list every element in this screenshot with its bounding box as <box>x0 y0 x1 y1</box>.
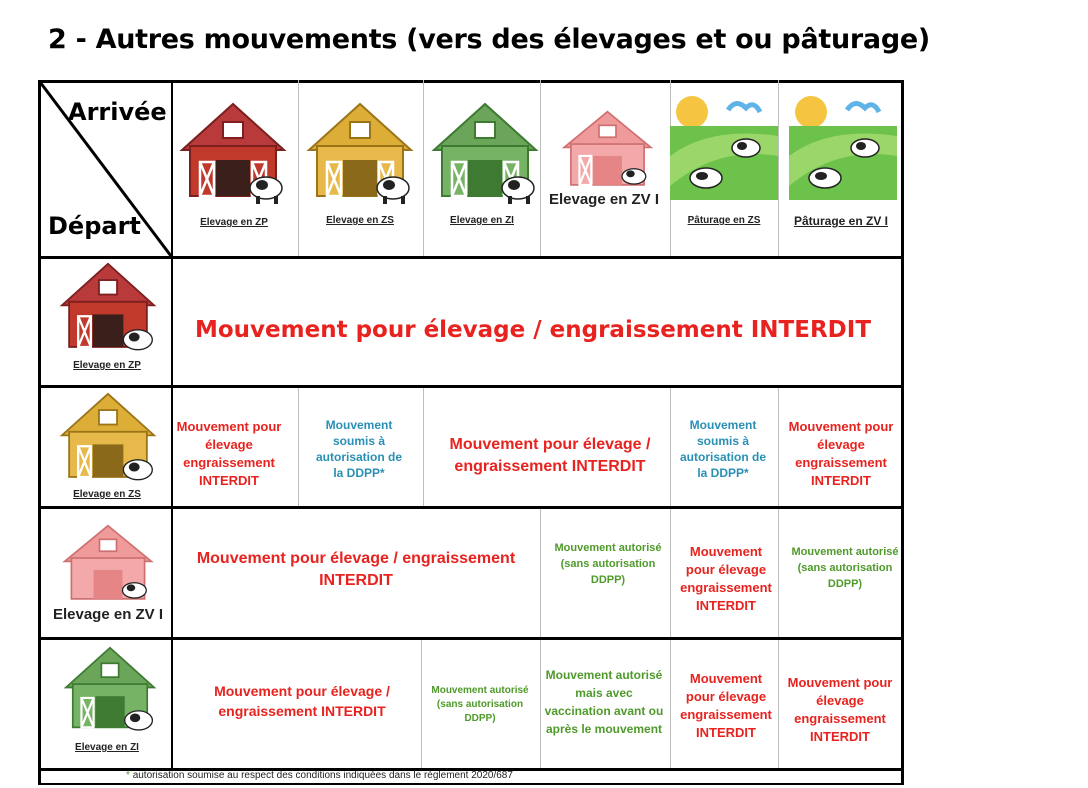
yellow-barn-icon <box>52 392 164 486</box>
column-header-elevage-zi: Elevage en ZI <box>450 215 514 226</box>
rule-cell: Mouvement pour élevage engraissement INTERDIT <box>788 419 894 488</box>
rule-cell: Mouvement pour élevage / engraissement INTERDIT <box>194 317 872 343</box>
corner-depart: Départ <box>48 212 141 240</box>
green-barn-icon <box>430 102 540 206</box>
rule-cell: Mouvement pour élevage / engraissement INTERDIT <box>214 683 390 719</box>
pink-barn-icon <box>56 524 160 604</box>
column-header-paturage-zv: Pâturage en ZV I <box>793 214 889 228</box>
rule-cell: Mouvement soumis à autorisation de la DDPP* <box>315 418 402 480</box>
yellow-barn-icon <box>305 102 415 206</box>
rule-cell: Mouvement pour élevage engraissement INTERDIT <box>787 675 893 744</box>
green-barn-icon <box>58 646 162 736</box>
rule-cell: Mouvement autorisé (sans autorisation DDPP) <box>554 542 662 586</box>
rule-cell: Mouvement soumis à autorisation de la DDPP* <box>679 418 766 480</box>
page-title: 2 - Autres mouvements (vers des élevages et ou pâturage) <box>48 24 930 55</box>
pasture-icon <box>789 96 897 200</box>
footnote <box>126 770 513 781</box>
corner-arrivee: Arrivée <box>68 98 167 126</box>
rule-cell: Mouvement pour élevage engraissement INTERDIT <box>680 544 772 613</box>
rule-cell: Mouvement autorisé mais avec vaccination avant ou après le mouvement <box>544 668 664 736</box>
red-barn-icon <box>178 102 288 206</box>
rule-cell: Mouvement pour élevage / engraissement INTERDIT <box>449 436 651 475</box>
row-header-elevage-zp: Elevage en ZP <box>73 360 141 371</box>
pink-barn-icon <box>560 110 655 190</box>
rule-cell: Mouvement autorisé (sans autorisation DDPP) <box>431 685 529 724</box>
row-header-elevage-zs: Elevage en ZS <box>73 489 141 500</box>
rule-cell: Mouvement pour élevage / engraissement INTERDIT <box>196 550 516 589</box>
column-header-paturage-zs: Pâturage en ZS <box>687 215 761 226</box>
rule-cell: Mouvement autorisé (sans autorisation DDPP) <box>791 546 899 590</box>
row-header-elevage-zv: Elevage en ZV I <box>52 606 164 623</box>
pasture-icon <box>670 96 778 200</box>
column-header-elevage-zs: Elevage en ZS <box>326 215 394 226</box>
column-header-elevage-zp: Elevage en ZP <box>200 217 268 228</box>
red-barn-icon <box>52 262 164 356</box>
rule-cell: Mouvement pour élevage engraissement INTERDIT <box>680 671 772 740</box>
footnote-star: * <box>126 770 130 781</box>
column-header-elevage-zv: Elevage en ZV I <box>548 191 660 208</box>
row-header-elevage-zi: Elevage en ZI <box>75 742 139 753</box>
rule-cell: Mouvement pour élevage engraissement INTERDIT <box>176 419 282 488</box>
footnote-text: autorisation soumise au respect des conditions indiquées dans le règlement 2020/687 <box>132 770 513 781</box>
